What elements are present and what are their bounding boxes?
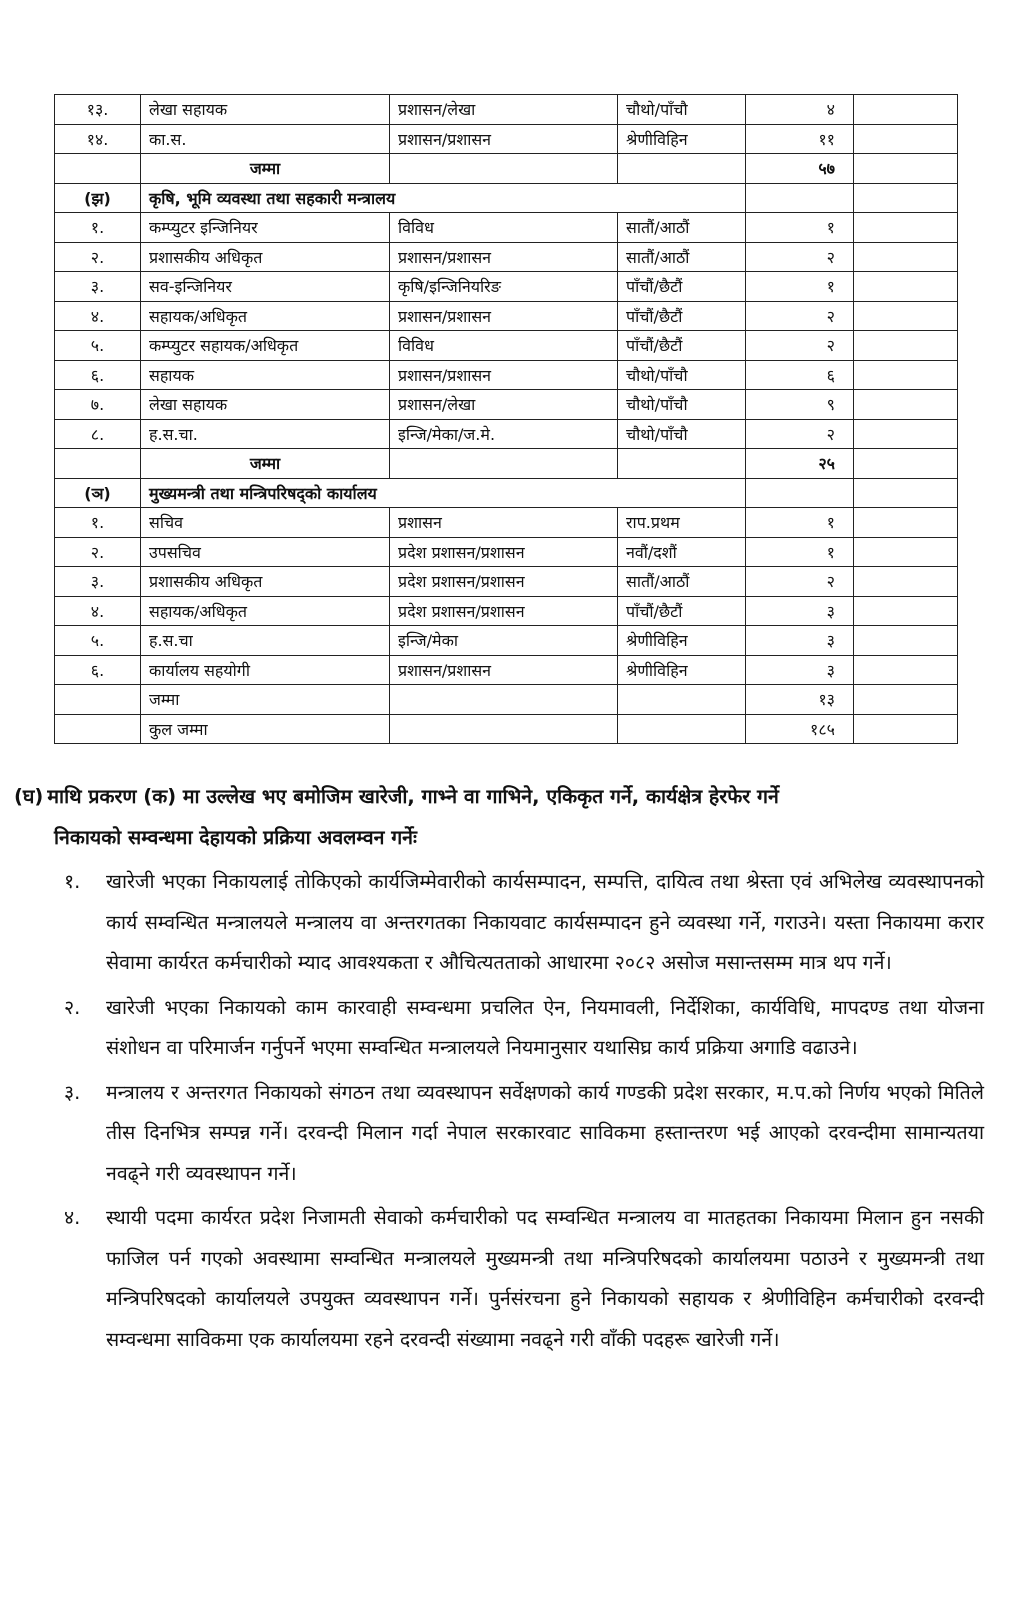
cell-count: १ bbox=[746, 272, 854, 302]
cell-remark bbox=[854, 449, 958, 479]
cell-service: कृषि/इन्जिनियरिङ bbox=[390, 272, 618, 302]
cell-remark bbox=[854, 331, 958, 361]
cell-ministry: कृषि, भूमि व्यवस्था तथा सहकारी मन्त्रालय bbox=[141, 183, 746, 213]
cell-remark bbox=[854, 183, 958, 213]
cell-serial bbox=[55, 449, 141, 479]
cell-remark bbox=[854, 478, 958, 508]
cell-service: प्रशासन/प्रशासन bbox=[390, 124, 618, 154]
table-row bbox=[55, 390, 958, 420]
point-number: १. bbox=[64, 870, 81, 893]
cell-service: प्रशासन bbox=[390, 508, 618, 538]
cell-post: कार्यालय सहयोगी bbox=[141, 655, 390, 685]
cell-post: जम्मा bbox=[141, 449, 390, 479]
cell-count: २ bbox=[746, 242, 854, 272]
cell-remark bbox=[854, 567, 958, 597]
cell-remark bbox=[854, 242, 958, 272]
cell-level: पाँचौं/छैटौं bbox=[618, 331, 746, 361]
cell-remark bbox=[854, 685, 958, 715]
cell-remark bbox=[854, 272, 958, 302]
cell-remark bbox=[854, 537, 958, 567]
cell-ministry: मुख्यमन्त्री तथा मन्त्रिपरिषद्को कार्यालय bbox=[141, 478, 746, 508]
point-item bbox=[14, 988, 1014, 1069]
table-row bbox=[55, 242, 958, 272]
cell-service: प्रदेश प्रशासन/प्रशासन bbox=[390, 537, 618, 567]
total-row bbox=[55, 449, 958, 479]
cell-remark bbox=[854, 419, 958, 449]
section-heading-line2: निकायको सम्वन्धमा देहायको प्रक्रिया अवलम्वन गर्नेः bbox=[54, 826, 417, 849]
cell-count: ३ bbox=[746, 626, 854, 656]
cell-service: विविध bbox=[390, 331, 618, 361]
cell-post: ह.स.चा. bbox=[141, 419, 390, 449]
cell-serial: (ञ) bbox=[55, 478, 141, 508]
cell-serial: ५. bbox=[55, 331, 141, 361]
section-heading bbox=[14, 776, 1014, 858]
cell-service: प्रशासन/लेखा bbox=[390, 95, 618, 125]
cell-level: श्रेणीविहिन bbox=[618, 124, 746, 154]
cell-count: १ bbox=[746, 537, 854, 567]
cell-serial: ४. bbox=[55, 301, 141, 331]
cell-serial bbox=[55, 714, 141, 744]
cell-service: प्रदेश प्रशासन/प्रशासन bbox=[390, 567, 618, 597]
cell-serial: ३. bbox=[55, 567, 141, 597]
cell-serial: ३. bbox=[55, 272, 141, 302]
cell-remark bbox=[854, 360, 958, 390]
cell-count: १३ bbox=[746, 685, 854, 715]
cell-service: इन्जि/मेका bbox=[390, 626, 618, 656]
point-text: खारेजी भएका निकायको काम कारवाही सम्वन्धमा प्रचलित ऐन, नियमावली, निर्देशिका, कार्यविधि, मापदण्ड तथा योजना संशोधन वा परिमार्जन गर्नुपर्ने भएमा सम्वन्धित मन्त्रालयले नियमानुसार यथासिघ्र कार्य प्रक्रिया अगाडि वढाउने। bbox=[106, 995, 984, 1059]
cell-post: का.स. bbox=[141, 124, 390, 154]
cell-count bbox=[746, 183, 854, 213]
cell-service bbox=[390, 154, 618, 184]
point-number: ४. bbox=[64, 1206, 81, 1229]
cell-post: जम्मा bbox=[141, 154, 390, 184]
cell-remark bbox=[854, 124, 958, 154]
point-item bbox=[14, 1198, 1014, 1360]
cell-service: प्रशासन/प्रशासन bbox=[390, 655, 618, 685]
cell-level: पाँचौं/छैटौं bbox=[618, 272, 746, 302]
cell-post: कम्प्युटर सहायक/अधिकृत bbox=[141, 331, 390, 361]
table-row bbox=[55, 419, 958, 449]
cell-count bbox=[746, 478, 854, 508]
cell-post: ह.स.चा bbox=[141, 626, 390, 656]
table-row bbox=[55, 655, 958, 685]
cell-count: ५७ bbox=[746, 154, 854, 184]
cell-count: १ bbox=[746, 508, 854, 538]
cell-serial: २. bbox=[55, 537, 141, 567]
cell-service: प्रशासन/प्रशासन bbox=[390, 360, 618, 390]
table-row bbox=[55, 360, 958, 390]
cell-post: सहायक bbox=[141, 360, 390, 390]
cell-remark bbox=[854, 301, 958, 331]
point-text: खारेजी भएका निकायलाई तोकिएको कार्यजिम्मेवारीको कार्यसम्पादन, सम्पत्ति, दायित्व तथा श्रेस्ता एवं अभिलेख व्यवस्थापनको कार्य सम्वन्धित मन्त्रालयले मन्त्रालय वा अन्तरगतका निकायवाट कार्यसम्पादन हुने व्यवस्था गर्ने, गराउने। यस्ता निकायमा करार सेवामा कार्यरत कर्मचारीको म्याद आवश्यकता र औचित्यतताको आधारमा २०८२ असोज मसान्तसम्म मात्र थप गर्ने। bbox=[106, 870, 984, 974]
table-row bbox=[55, 626, 958, 656]
cell-remark bbox=[854, 95, 958, 125]
cell-service bbox=[390, 714, 618, 744]
cell-serial: ५. bbox=[55, 626, 141, 656]
section-label: (घ) bbox=[14, 785, 44, 808]
cell-count: ३ bbox=[746, 655, 854, 685]
cell-count: १८५ bbox=[746, 714, 854, 744]
cell-serial: ६. bbox=[55, 360, 141, 390]
cell-remark bbox=[854, 154, 958, 184]
cell-post: जम्मा bbox=[141, 685, 390, 715]
table-row bbox=[55, 301, 958, 331]
cell-remark bbox=[854, 655, 958, 685]
section-header-row bbox=[55, 478, 958, 508]
cell-serial bbox=[55, 685, 141, 715]
point-item bbox=[14, 1073, 1014, 1195]
points-list bbox=[14, 862, 1014, 1360]
cell-serial: ४. bbox=[55, 596, 141, 626]
table-row bbox=[55, 124, 958, 154]
cell-level: चौथो/पाँचौ bbox=[618, 419, 746, 449]
section-heading-line1: माथि प्रकरण (क) मा उल्लेख भए बमोजिम खारेजी, गाभ्ने वा गाभिने, एकिकृत गर्ने, कार्यक्षेत्र हेरफेर गर्ने bbox=[47, 785, 779, 808]
cell-remark bbox=[854, 508, 958, 538]
cell-level: सातौं/आठौं bbox=[618, 213, 746, 243]
cell-count: ६ bbox=[746, 360, 854, 390]
table-row bbox=[55, 508, 958, 538]
cell-remark bbox=[854, 714, 958, 744]
table-row bbox=[55, 95, 958, 125]
cell-service: प्रशासन/लेखा bbox=[390, 390, 618, 420]
staff-table bbox=[54, 94, 958, 744]
cell-service: प्रशासन/प्रशासन bbox=[390, 301, 618, 331]
cell-post: लेखा सहायक bbox=[141, 390, 390, 420]
cell-level: पाँचौं/छैटौं bbox=[618, 596, 746, 626]
cell-serial: ६. bbox=[55, 655, 141, 685]
cell-post: लेखा सहायक bbox=[141, 95, 390, 125]
cell-level: सातौं/आठौं bbox=[618, 567, 746, 597]
cell-count: ३ bbox=[746, 596, 854, 626]
cell-count: २ bbox=[746, 567, 854, 597]
cell-level: पाँचौं/छैटौं bbox=[618, 301, 746, 331]
section-gha bbox=[14, 776, 1014, 1364]
cell-serial: १. bbox=[55, 508, 141, 538]
table-row bbox=[55, 537, 958, 567]
total-row bbox=[55, 154, 958, 184]
cell-post: प्रशासकीय अधिकृत bbox=[141, 242, 390, 272]
cell-post: प्रशासकीय अधिकृत bbox=[141, 567, 390, 597]
cell-post: सचिव bbox=[141, 508, 390, 538]
table-row bbox=[55, 331, 958, 361]
cell-level: चौथो/पाँचौ bbox=[618, 95, 746, 125]
cell-level bbox=[618, 154, 746, 184]
cell-post: सहायक/अधिकृत bbox=[141, 596, 390, 626]
cell-remark bbox=[854, 390, 958, 420]
total-row bbox=[55, 714, 958, 744]
cell-count: ११ bbox=[746, 124, 854, 154]
table-row bbox=[55, 567, 958, 597]
total-row bbox=[55, 685, 958, 715]
cell-post: कुल जम्मा bbox=[141, 714, 390, 744]
cell-serial bbox=[55, 154, 141, 184]
cell-level: चौथो/पाँचौ bbox=[618, 390, 746, 420]
cell-level: चौथो/पाँचौ bbox=[618, 360, 746, 390]
cell-count: ९ bbox=[746, 390, 854, 420]
cell-serial: ८. bbox=[55, 419, 141, 449]
cell-serial: १. bbox=[55, 213, 141, 243]
point-item bbox=[14, 862, 1014, 984]
cell-serial: (झ) bbox=[55, 183, 141, 213]
cell-level bbox=[618, 714, 746, 744]
cell-level: नवौं/दशौं bbox=[618, 537, 746, 567]
cell-level bbox=[618, 449, 746, 479]
cell-count: ४ bbox=[746, 95, 854, 125]
cell-remark bbox=[854, 213, 958, 243]
cell-serial: १४. bbox=[55, 124, 141, 154]
point-number: २. bbox=[64, 995, 81, 1019]
cell-post: सहायक/अधिकृत bbox=[141, 301, 390, 331]
point-text: मन्त्रालय र अन्तरगत निकायको संगठन तथा व्यवस्थापन सर्वेक्षणको कार्य गण्डकी प्रदेश सरकार, म.प.को निर्णय भएको मितिले तीस दिनभित्र सम्पन्न गर्ने। दरवन्दी मिलान गर्दा नेपाल सरकारवाट साविकमा हस्तान्तरण भई आएको दरवन्दीमा सामान्यतया नवढ्ने गरी व्यवस्थापन गर्ने। bbox=[106, 1080, 984, 1185]
cell-service: विविध bbox=[390, 213, 618, 243]
cell-remark bbox=[854, 596, 958, 626]
cell-post: सव-इन्जिनियर bbox=[141, 272, 390, 302]
point-text: स्थायी पदमा कार्यरत प्रदेश निजामती सेवाको कर्मचारीको पद सम्वन्धित मन्त्रालय वा मातहतका निकायमा मिलान हुन नसकी फाजिल पर्न गएको अवस्थामा सम्वन्धित मन्त्रालयले मुख्यमन्त्री तथा मन्त्रिपरिषदको कार्यालयमा पठाउने र मुख्यमन्त्री तथा मन्त्रिपरिषदको कार्यालयले उपयुक्त व्यवस्थापन गर्ने। पुर्नसंरचना हुने निकायको सहायक र श्रेणीविहिन कर्मचारीको दरवन्दी सम्वन्धमा साविकमा एक कार्यालयमा रहने दरवन्दी संख्यामा नवढ्ने गरी वाँकी पदहरू खारेजी गर्ने। bbox=[106, 1206, 984, 1351]
cell-service: प्रदेश प्रशासन/प्रशासन bbox=[390, 596, 618, 626]
cell-service bbox=[390, 685, 618, 715]
cell-level: श्रेणीविहिन bbox=[618, 626, 746, 656]
cell-count: २५ bbox=[746, 449, 854, 479]
cell-service bbox=[390, 449, 618, 479]
cell-post: कम्प्युटर इन्जिनियर bbox=[141, 213, 390, 243]
cell-service: प्रशासन/प्रशासन bbox=[390, 242, 618, 272]
cell-count: २ bbox=[746, 419, 854, 449]
cell-level: सातौं/आठौं bbox=[618, 242, 746, 272]
cell-serial: २. bbox=[55, 242, 141, 272]
cell-serial: १३. bbox=[55, 95, 141, 125]
cell-count: २ bbox=[746, 301, 854, 331]
cell-count: १ bbox=[746, 213, 854, 243]
cell-post: उपसचिव bbox=[141, 537, 390, 567]
cell-service: इन्जि/मेका/ज.मे. bbox=[390, 419, 618, 449]
cell-count: २ bbox=[746, 331, 854, 361]
cell-level: राप.प्रथम bbox=[618, 508, 746, 538]
point-number: ३. bbox=[64, 1080, 81, 1104]
table-row bbox=[55, 272, 958, 302]
cell-level: श्रेणीविहिन bbox=[618, 655, 746, 685]
table-row bbox=[55, 213, 958, 243]
table-row bbox=[55, 596, 958, 626]
cell-remark bbox=[854, 626, 958, 656]
section-header-row bbox=[55, 183, 958, 213]
cell-serial: ७. bbox=[55, 390, 141, 420]
cell-level bbox=[618, 685, 746, 715]
